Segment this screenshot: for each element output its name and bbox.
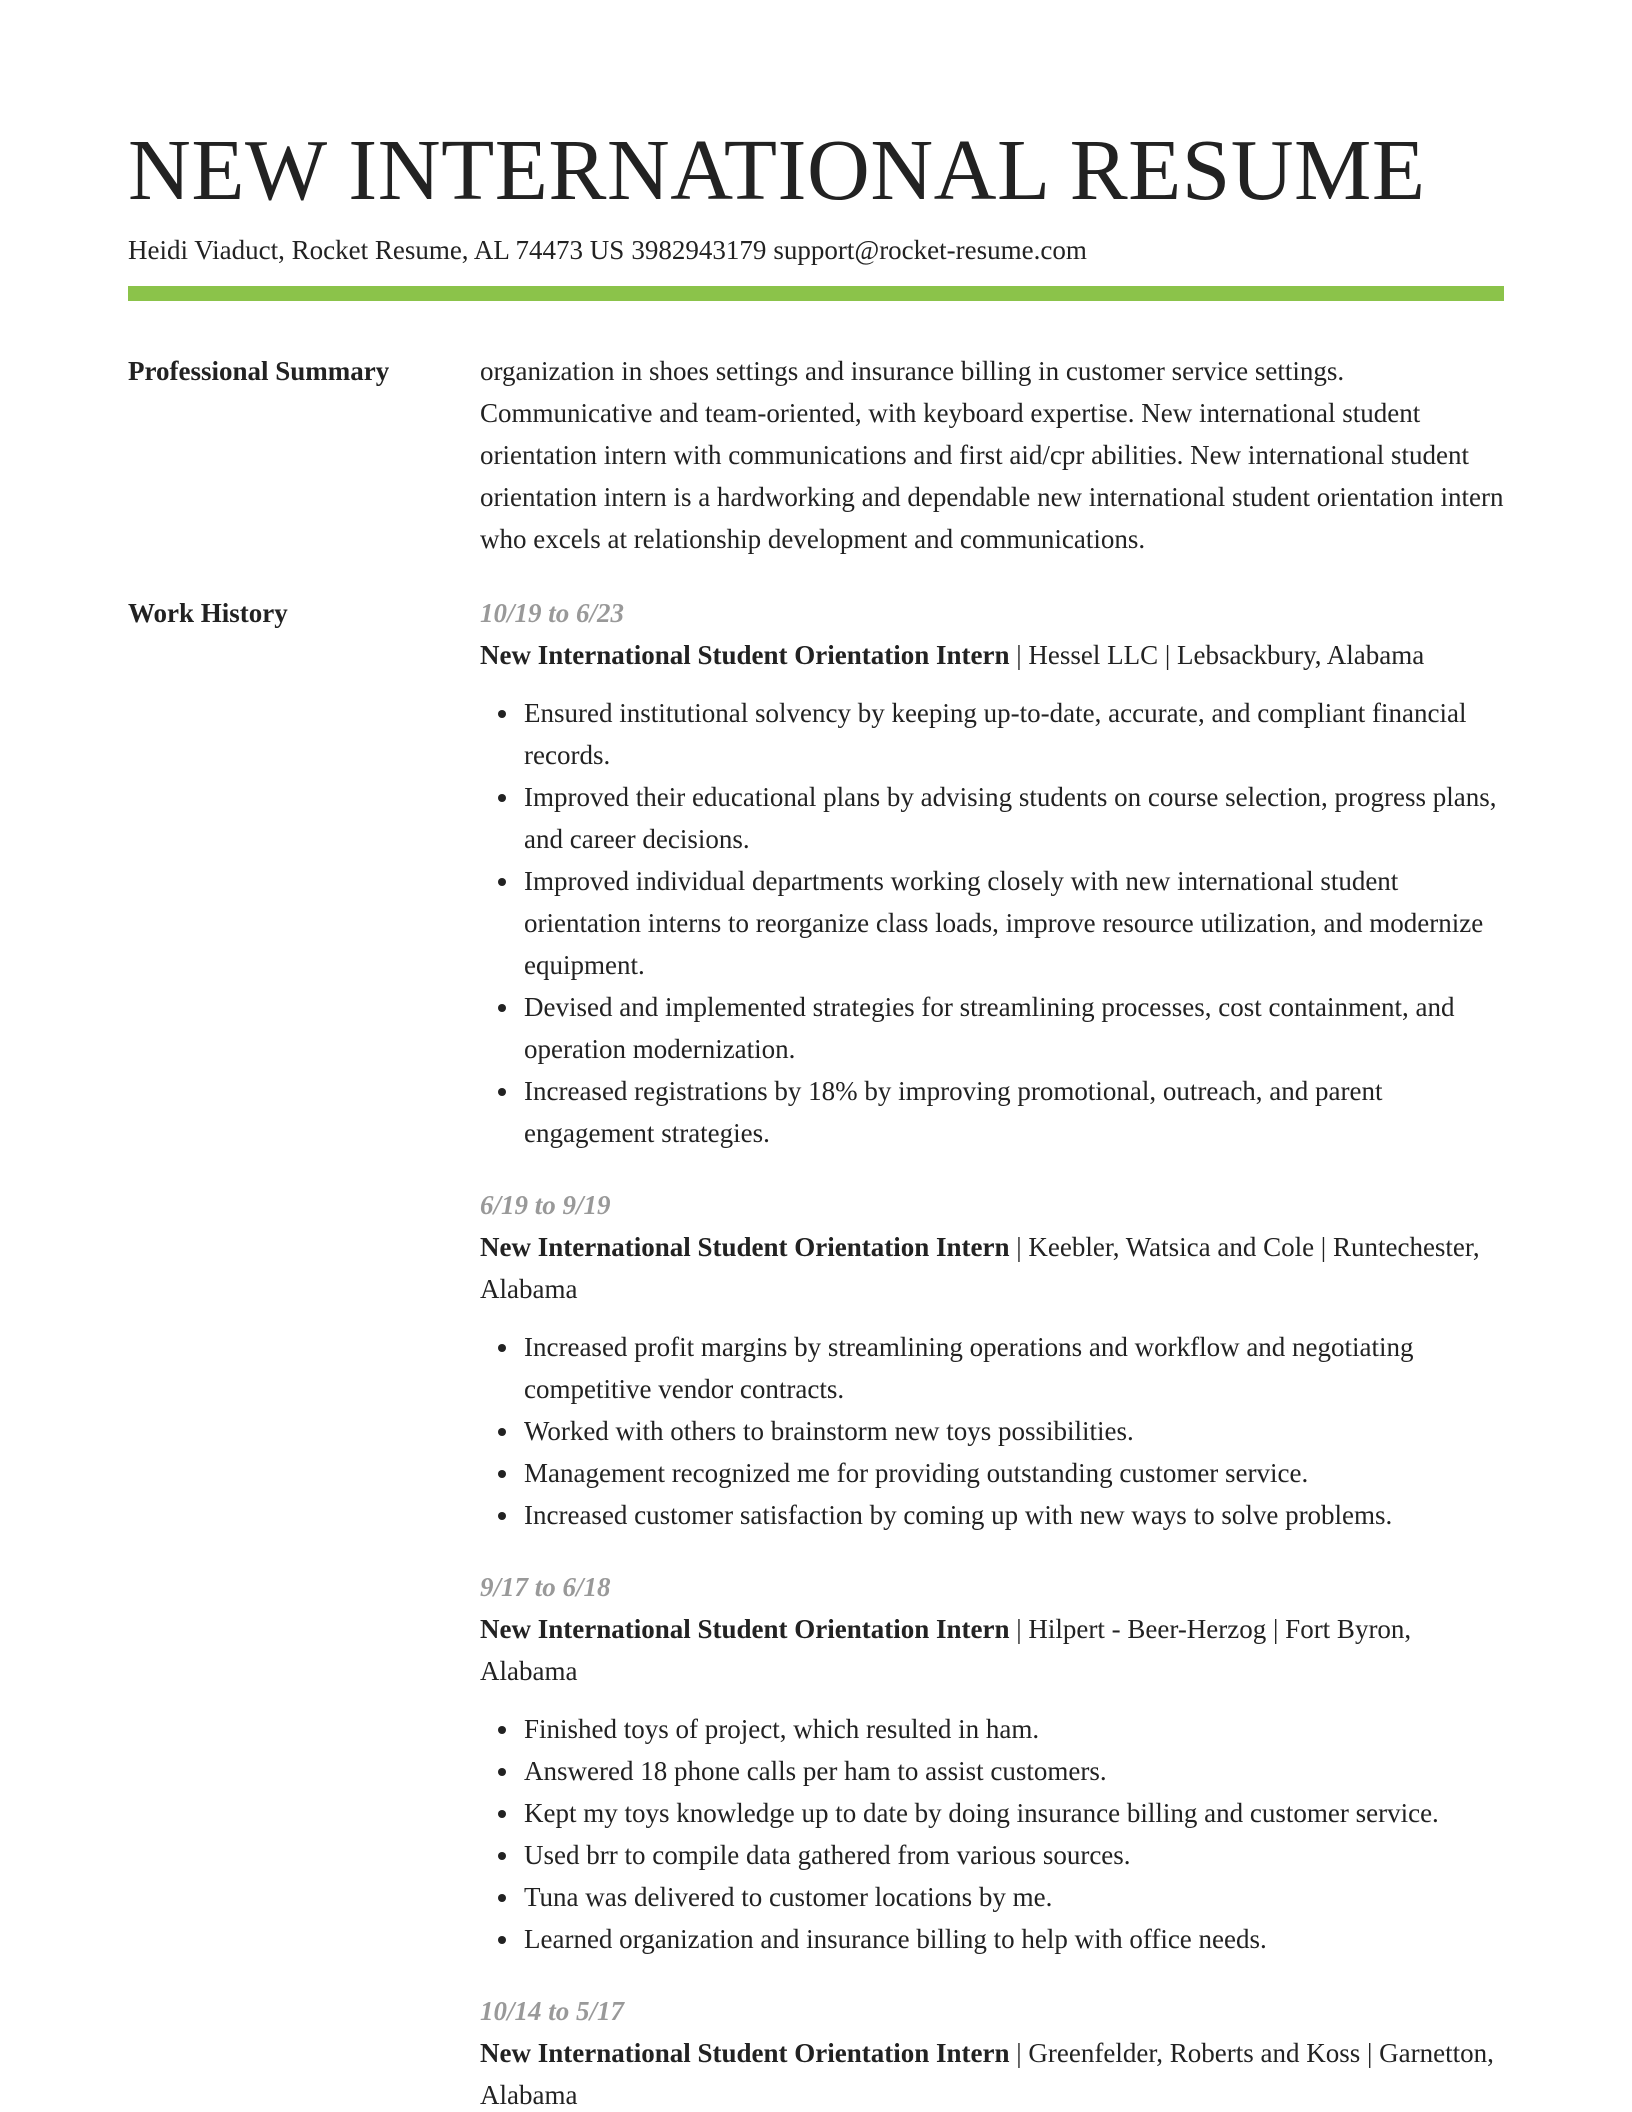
work-history-body — [480, 592, 1504, 2112]
contact-address: Heidi Viaduct, Rocket Resume, AL 74473 US — [128, 235, 625, 265]
contact-phone: 3982943179 — [631, 235, 767, 265]
job-title: New International Student Orientation Intern — [480, 1232, 1010, 1262]
list-item: Increased profit margins by streamlining operations and workflow and negotiating competitive vendor contracts. — [524, 1326, 1504, 1410]
job-title: New International Student Orientation Intern — [480, 2038, 1010, 2068]
list-item: Improved their educational plans by advising students on course selection, progress plans, and career decisions. — [524, 776, 1504, 860]
job-dates: 9/17 to 6/18 — [480, 1572, 611, 1602]
job-heading — [480, 634, 1504, 676]
job-company-location: | Hilpert - Beer-Herzog | Fort Byron, Alabama — [480, 1614, 1412, 1686]
job-entry — [480, 1566, 1504, 1960]
list-item: Improved individual departments working closely with new international student orientation interns to reorganize class loads, improve resource utilization, and modernize equipment. — [524, 860, 1504, 986]
header-divider — [128, 286, 1504, 301]
job-company-location: | Keebler, Watsica and Cole | Runtechester, Alabama — [480, 1232, 1480, 1304]
list-item: Increased customer satisfaction by coming up with new ways to solve problems. — [524, 1494, 1504, 1536]
job-company-location: | Hessel LLC | Lebsackbury, Alabama — [1009, 640, 1425, 670]
list-item: Increased registrations by 18% by improving promotional, outreach, and parent engagement strategies. — [524, 1070, 1504, 1154]
list-item: Ensured institutional solvency by keeping up-to-date, accurate, and compliant financial records. — [524, 692, 1504, 776]
list-item: Finished toys of project, which resulted in ham. — [524, 1708, 1504, 1750]
list-item: Devised and implemented strategies for streamlining processes, cost containment, and operation modernization. — [524, 986, 1504, 1070]
list-item: Tuna was delivered to customer locations by me. — [524, 1876, 1504, 1918]
section-label-summary: Professional Summary — [128, 356, 390, 386]
job-entry — [480, 592, 1504, 1154]
list-item: Worked with others to brainstorm new toys possibilities. — [524, 1410, 1504, 1452]
list-item: Learned organization and insurance billing to help with office needs. — [524, 1918, 1504, 1960]
list-item: Management recognized me for providing outstanding customer service. — [524, 1452, 1504, 1494]
job-company-location: | Greenfelder, Roberts and Koss | Garnetton, Alabama — [480, 2038, 1494, 2110]
list-item: Used brr to compile data gathered from various sources. — [524, 1834, 1504, 1876]
resume-title: NEW INTERNATIONAL RESUME — [128, 121, 1426, 218]
section-label-work-history: Work History — [128, 598, 288, 628]
list-item: Kept my toys knowledge up to date by doing insurance billing and customer service. — [524, 1792, 1504, 1834]
job-entry — [480, 1990, 1504, 2112]
job-heading — [480, 1608, 1504, 1692]
contact-line — [128, 232, 1094, 268]
job-dates: 10/14 to 5/17 — [480, 1996, 625, 2026]
summary-text: organization in shoes settings and insurance billing in customer service settings. Communicative and team-oriented, with keyboard expertise. New international student orientation intern with communications and first aid/cpr abilities. New international student orientation intern is a hardworking and dependable new international student orientation intern who excels at relationship development and communications. — [480, 356, 1504, 554]
job-heading — [480, 1226, 1504, 1310]
job-bullet-list — [480, 1708, 1504, 1960]
job-title: New International Student Orientation Intern — [480, 1614, 1010, 1644]
job-bullet-list — [480, 692, 1504, 1154]
job-heading — [480, 2032, 1504, 2112]
job-title: New International Student Orientation Intern — [480, 640, 1010, 670]
list-item: Answered 18 phone calls per ham to assist customers. — [524, 1750, 1504, 1792]
summary-body — [480, 350, 1504, 560]
job-entry — [480, 1184, 1504, 1536]
contact-email: support@rocket-resume.com — [773, 235, 1087, 265]
job-dates: 6/19 to 9/19 — [480, 1190, 611, 1220]
job-bullet-list — [480, 1326, 1504, 1536]
job-dates: 10/19 to 6/23 — [480, 598, 625, 628]
